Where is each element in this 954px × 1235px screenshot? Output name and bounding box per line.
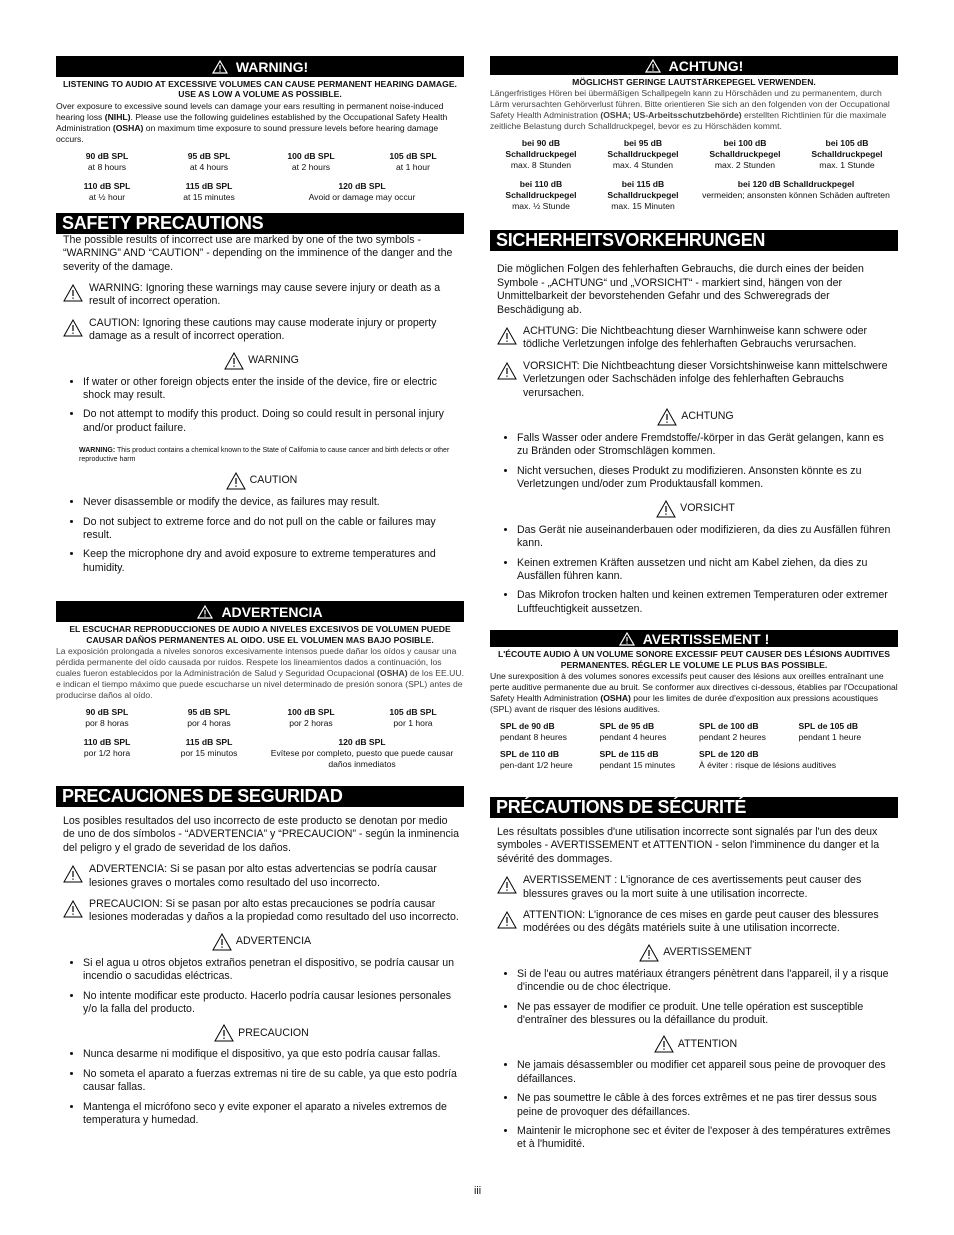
en-warning-list: [63, 376, 460, 436]
de-safety-section: [490, 230, 898, 616]
en-warning-text: Over exposure to excessive sound levels can damage your ears resulting in permanent noise-induced hearing loss (NIHL). Please use the following guidelines established by the Occupational Safety Health Administration (OSHA) on maximum time exposure to sound pressure levels before hearing damage occurs.: [56, 100, 448, 144]
warning-triangle-icon: [63, 865, 83, 883]
warning-triangle-icon: [212, 933, 232, 951]
spl-cell: 90 dB SPL por 8 horas: [85, 706, 129, 728]
spl-cell: 110 dB SPL at ½ hour: [83, 180, 131, 202]
de-warning-box: [490, 56, 898, 212]
en-warning-headline-1: LISTENING TO AUDIO AT EXCESSIVE VOLUMES CAN CAUSE PERMANENT HEARING DAMAGE.: [63, 79, 457, 89]
fr-safety-section: [490, 797, 898, 1152]
list-item: • Nunca desarme ni modifique el dispositivo, ya que esto podría causar fallas.: [83, 1048, 460, 1061]
es-warning-title: ADVERTENCIA: [221, 603, 323, 620]
spl-cell: bei 90 dB Schalldruckpegel max. 8 Stunden: [505, 138, 577, 171]
spl-cell: 120 dB SPL Avoid or damage may occur: [308, 180, 416, 202]
fr-warning-label: AVERTISSEMENT: [497, 944, 894, 962]
spl-cell: 105 dB SPL por 1 hora: [389, 706, 437, 728]
fr-spl-table: [490, 721, 898, 771]
spl-cell: bei 110 dB Schalldruckpegel max. ½ Stunde: [505, 179, 577, 212]
fr-caution-definition: ATTENTION: L'ignorance de ces mises en garde peut causer des blessures modérées ou des dégâts matériels suite à une utilisation incorrecte.: [497, 909, 894, 936]
de-warning-header: [490, 56, 898, 75]
list-item: • Maintenir le microphone sec et éviter de l'exposer à des températures extrêmes et à l'humidité.: [517, 1125, 894, 1152]
warning-triangle-icon: [224, 352, 244, 370]
de-warning-label: ACHTUNG: [497, 408, 894, 426]
spl-cell: 95 dB SPL por 4 horas: [187, 706, 231, 728]
de-warning-list: [497, 432, 894, 492]
list-item: • Do not attempt to modify this product. Doing so could result in personal injury and/or product failure.: [83, 408, 460, 435]
en-safety-section: [56, 213, 464, 575]
es-warning-text: La exposición prolongada a niveles sonoros excesivamente intensos puede dañar los oídos y causar una pérdida permanente del oído causada por ruidos. Respete los lineamientos dados a continuación, los cuales fueron establecidos por la Administración de Salud y Seguridad Ocupacional (OSHA) de los EE.UU. e indican el tiempo máximo que puede escucharse un nivel determinado de presión sonora (SPL) antes de producirse daños al oído.: [56, 645, 464, 700]
list-item: • Das Gerät nie auseinanderbauen oder modifizieren, da dies zu Ausfällen führen kann.: [517, 524, 894, 551]
spl-cell: bei 100 dB Schalldruckpegel max. 2 Stunden: [709, 138, 781, 171]
spl-cell: SPL de 105 dB pendant 1 heure: [798, 720, 862, 742]
spl-cell: SPL de 100 dB pendant 2 heures: [699, 720, 766, 742]
list-item: • Nicht versuchen, dieses Produkt zu modifizieren. Ansonsten könnte es zu Verletzungen und/oder zum Produktausfall kommen.: [517, 465, 894, 492]
en-caution-label: CAUTION: [63, 472, 460, 490]
en-caution-list: [63, 496, 460, 575]
caution-triangle-icon: [497, 362, 517, 380]
en-caution-definition: CAUTION: Ignoring these cautions may cause moderate injury or property damage as a result of incorrect operation.: [63, 317, 460, 344]
es-warning-definition: ADVERTENCIA: Si se pasan por alto estas advertencias se podría causar lesiones graves o mortales como resultado del uso incorrecto.: [63, 863, 460, 890]
spl-cell: bei 105 dB Schalldruckpegel max. 1 Stunde: [811, 138, 883, 171]
es-warning-box: [56, 601, 464, 770]
warning-triangle-icon: [639, 944, 659, 962]
es-caution-list: [63, 1048, 460, 1127]
spl-cell: SPL de 90 dB pendant 8 heures: [500, 720, 567, 742]
caution-triangle-icon: [226, 472, 246, 490]
es-warning-header: [56, 601, 464, 622]
en-warning-headline-2: USE AS LOW A VOLUME AS POSSIBLE.: [178, 89, 342, 100]
en-warning-box: [56, 56, 464, 203]
warning-triangle-icon: [645, 59, 661, 73]
caution-triangle-icon: [654, 1035, 674, 1053]
spl-cell: SPL de 115 dB pendant 15 minutes: [599, 748, 675, 770]
es-warning-headline: EL ESCUCHAR REPRODUCCIONES DE AUDIO A NIVELES EXCESIVOS DE VOLUMEN PUEDE CAUSAR DAÑOS PERMANENTES AL OIDO. USE EL VOLUMEN MAS BAJO POSIBLE.: [69, 624, 451, 645]
fr-safety-title: PRÉCAUTIONS DE SÉCURITÉ: [490, 797, 898, 818]
fr-warning-list: [497, 968, 894, 1028]
de-caution-definition: VORSICHT: Die Nichtbeachtung dieser Vorsichtshinweise kann mittelschwere Verletzungen oder Sachschäden infolge des fehlerhaften Gebrauchs verursachen.: [497, 360, 894, 400]
es-spl-table: [56, 707, 464, 770]
list-item: • Falls Wasser oder andere Fremdstoffe/-körper in das Gerät gelangen, kann es zu Bränden oder Stromschlägen kommen.: [517, 432, 894, 459]
fr-caution-list: [497, 1059, 894, 1151]
caution-triangle-icon: [63, 900, 83, 918]
fr-warning-header: [490, 630, 898, 647]
prop65-notice: WARNING: This product contains a chemical known to the State of California to cause cancer and birth defects or other reproductive harm: [79, 447, 450, 463]
fr-warning-box: [490, 630, 898, 771]
spl-cell: 100 dB SPL por 2 horas: [287, 706, 335, 728]
spl-cell: SPL de 110 dB pen-dant 1/2 heure: [500, 748, 573, 770]
warning-triangle-icon: [497, 876, 517, 894]
es-warning-list: [63, 957, 460, 1017]
warning-triangle-icon: [657, 408, 677, 426]
list-item: • Never disassemble or modify the device, as failures may result.: [83, 496, 460, 509]
page-number: iii: [474, 1185, 482, 1197]
fr-warning-definition: AVERTISSEMENT : L'ignorance de ces avertissements peut causer des blessures graves ou la mort suite à une utilisation incorrecte.: [497, 874, 894, 901]
list-item: • Das Mikrofon trocken halten und keinen extremen Temperaturen oder extremer Luftfeuchtigkeit aussetzen.: [517, 589, 894, 616]
list-item: • Si de l'eau ou autres matériaux étrangers pénètrent dans l'appareil, il y a risque d'incendie ou de choc électrique.: [517, 968, 894, 995]
warning-triangle-icon: [497, 327, 517, 345]
en-warning-title: WARNING!: [235, 58, 309, 75]
de-spl-table: [490, 138, 898, 212]
spl-cell: bei 120 dB Schalldruckpegel vermeiden; ansonsten können Schäden auftreten: [702, 179, 890, 201]
caution-triangle-icon: [214, 1024, 234, 1042]
en-warning-label: WARNING: [63, 352, 460, 370]
caution-triangle-icon: [497, 911, 517, 929]
de-safety-title: SICHERHEITSVORKEHRUNGEN: [490, 230, 898, 251]
en-warning-definition: WARNING: Ignoring these warnings may cause severe injury or death as a result of incorrect operation.: [63, 282, 460, 309]
de-safety-intro: Die möglichen Folgen des fehlerhaften Gebrauchs, die durch eines der beiden Symbole - „ACHTUNG“ und „VORSICHT“ - markiert sind, hängen von der Unmittelbarkeit der bevorstehenden Gefahr und des Schweregrads der Beschädigung ab.: [497, 263, 864, 316]
spl-cell: 115 dB SPL por 15 minutos: [180, 736, 238, 758]
list-item: • Ne jamais désassembler ou modifier cet appareil sous peine de provoquer des défaillances.: [517, 1059, 894, 1086]
warning-triangle-icon: [619, 632, 635, 646]
es-safety-title: PRECAUCIONES DE SEGURIDAD: [56, 786, 464, 807]
de-warning-headline: MÖGLICHST GERINGE LAUTSTÄRKEPEGEL VERWENDEN.: [572, 77, 816, 87]
left-column: [56, 56, 464, 1133]
list-item: • No intente modificar este producto. Hacerlo podría causar lesiones personales y/o la falla del producto.: [83, 990, 460, 1017]
warning-triangle-icon: [212, 60, 228, 74]
list-item: • Mantenga el micrófono seco y evite exponer el aparato a niveles extremos de temperatura y humedad.: [83, 1101, 460, 1128]
de-caution-list: [497, 524, 894, 616]
list-item: • No someta el aparato a fuerzas extremas ni tire de su cable, ya que esto podría causar fallas.: [83, 1068, 460, 1095]
fr-safety-intro: Les résultats possibles d'une utilisation incorrecte sont signalés par l'un des deux symboles - AVERTISSEMENT et ATTENTION - selon l'imminence du danger et la sévérité des dommages.: [497, 825, 880, 865]
es-caution-definition: PRECAUCION: Si se pasan por alto estas precauciones se podría causar lesiones moderadas y daños a la propiedad como resultado del uso incorrecto.: [63, 898, 460, 925]
spl-cell: bei 95 dB Schalldruckpegel max. 4 Stunden: [607, 138, 679, 171]
es-safety-section: [56, 786, 464, 1128]
de-warning-title: ACHTUNG!: [668, 57, 744, 74]
en-warning-header: [56, 56, 464, 77]
de-warning-text: Längerfristiges Hören bei übermäßigen Schallpegeln kann zu Hörschäden und zu permanentem, durch Lärm verursachten Gehörverlust führen. Bitte orientieren Sie sich an den folgenden von der Occupational Safety Health Administration (OSHA; US-Arbeitsschutzbehörde) erstellten Richtlinien für die maximale zeitliche Belastung durch Schalldruckpegel, bevor es zu Hörschäden kommt.: [490, 88, 890, 132]
spl-cell: 100 dB SPL at 2 hours: [287, 150, 335, 172]
fr-warning-text: Une surexposition à des volumes sonores excessifs peut causer des lésions aux oreilles entraînant une perte auditive permanente due au bruit. Se conformer aux directives ci-dessous, établies par l'Occupational Safety Health Administration (OSHA) pour les limites de durée d'exposition aux pressions acoustiques (SPL) avant de risquer des lésions auditives.: [490, 670, 898, 714]
de-caution-label: VORSICHT: [497, 500, 894, 518]
spl-cell: 115 dB SPL at 15 minutes: [183, 180, 235, 202]
caution-triangle-icon: [63, 319, 83, 337]
spl-cell: SPL de 120 dB À éviter : risque de lésions auditives: [699, 748, 837, 770]
warning-triangle-icon: [63, 284, 83, 302]
fr-caution-label: ATTENTION: [497, 1035, 894, 1053]
warning-triangle-icon: [197, 605, 213, 619]
list-item: • Keinen extremen Kräften aussetzen und nicht am Kabel ziehen, da dies zu Ausfällen führen kann.: [517, 557, 894, 584]
spl-cell: 90 dB SPL at 8 hours: [85, 150, 129, 172]
en-safety-intro: The possible results of incorrect use are marked by one of the two symbols - “WARNING” AND “CAUTION” - depending on the imminence of the danger and the severity of the damage.: [63, 233, 453, 273]
spl-cell: bei 115 dB Schalldruckpegel max. 15 Minuten: [607, 179, 679, 212]
en-spl-table: [56, 151, 464, 203]
fr-warning-headline: L'ÉCOUTE AUDIO À UN VOLUME SONORE EXCESSIF PEUT CAUSER DES LÉSIONS AUDITIVES PERMANENTES. RÉGLER LE VOLUME LE PLUS BAS POSSIBLE.: [498, 649, 890, 670]
list-item: • Ne pas essayer de modifier ce produit. Une telle opération est susceptible d'entraîner des blessures ou la défaillance du produit.: [517, 1001, 894, 1028]
fr-warning-title: AVERTISSEMENT !: [642, 630, 770, 647]
list-item: • Ne pas soumettre le câble à des forces extrêmes et ne pas tirer dessus sous peine de provoquer des défaillances.: [517, 1092, 894, 1119]
spl-cell: 95 dB SPL at 4 hours: [187, 150, 231, 172]
list-item: • Si el agua u otros objetos extraños penetran el dispositivo, se podría causar un incendio o sacudidas eléctricas.: [83, 957, 460, 984]
list-item: • If water or other foreign objects enter the inside of the device, fire or electric shock may result.: [83, 376, 460, 403]
spl-cell: 110 dB SPL por 1/2 hora: [83, 736, 131, 758]
spl-cell: 120 dB SPL Evítese por completo, puesto que puede causar daños inmediatos: [270, 736, 454, 769]
de-warning-definition: ACHTUNG: Die Nichtbeachtung dieser Warnhinweise kann schwere oder tödliche Verletzungen infolge des fehlerhaften Gebrauchs verursachen.: [497, 325, 894, 352]
es-safety-intro: Los posibles resultados del uso incorrecto de este producto se denotan por medio de uno de dos símbolos - “ADVERTENCIA” y “PRECAUCION” - según la inminencia del peligro y el grado de severidad de los daños.: [63, 814, 460, 854]
es-warning-label: ADVERTENCIA: [63, 933, 460, 951]
right-column: [490, 56, 898, 1158]
es-caution-label: PRECAUCION: [63, 1024, 460, 1042]
list-item: • Do not subject to extreme force and do not pull on the cable or failures may result.: [83, 516, 460, 543]
list-item: • Keep the microphone dry and avoid exposure to extreme temperatures and humidity.: [83, 548, 460, 575]
caution-triangle-icon: [656, 500, 676, 518]
spl-cell: SPL de 95 dB pendant 4 heures: [599, 720, 667, 742]
en-safety-title: SAFETY PRECAUTIONS: [56, 213, 464, 234]
spl-cell: 105 dB SPL at 1 hour: [389, 150, 437, 172]
